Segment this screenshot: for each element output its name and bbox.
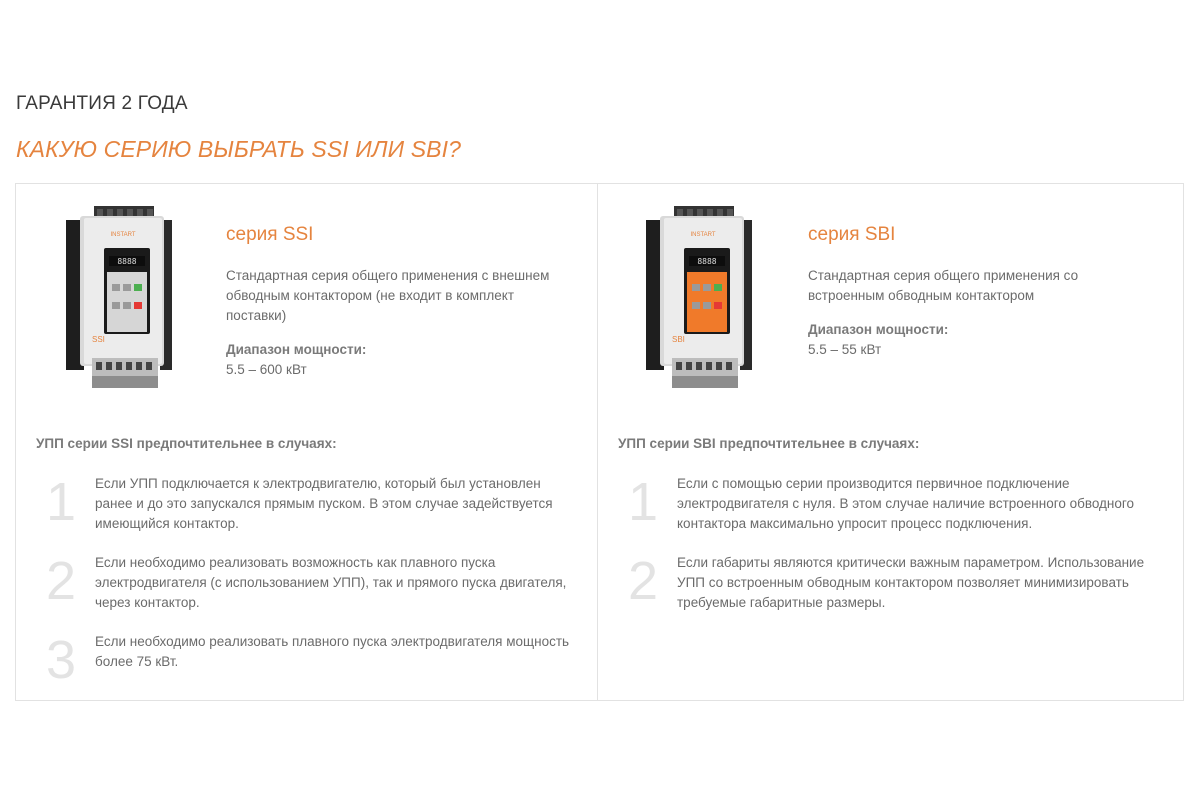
device-brand-sbi: INSTART bbox=[690, 232, 716, 238]
series-card-sbi bbox=[597, 184, 1183, 700]
warranty-heading: ГАРАНТИЯ 2 ГОДА bbox=[16, 93, 188, 114]
series-question-heading: КАКУЮ СЕРИЮ ВЫБРАТЬ SSI ИЛИ SBI? bbox=[16, 136, 461, 162]
power-range-value: 5.5 – 600 кВт bbox=[226, 362, 307, 377]
device-brand-ssi: INSTART bbox=[110, 232, 136, 238]
case-number: 2 bbox=[628, 551, 659, 611]
series-title: серия SSI bbox=[226, 224, 314, 245]
series-description: Стандартная серия общего применения со встроенным обводным контактором bbox=[808, 268, 1079, 303]
case-text: Если УПП подключается к электродвигателю, который был установлен ранее и до это запускался прямым пуском. В этом случае задействуется имеющийся контактор. bbox=[95, 476, 553, 531]
device-label-ssi: SSI bbox=[92, 335, 105, 344]
cases-title: УПП серии SBI предпочтительнее в случаях: bbox=[618, 436, 920, 451]
soft-starter-sbi-image bbox=[646, 206, 758, 394]
series-title: серия SBI bbox=[808, 224, 896, 245]
case-number: 1 bbox=[46, 472, 77, 532]
case-number: 2 bbox=[46, 551, 77, 611]
cases-title: УПП серии SSI предпочтительнее в случаях: bbox=[36, 436, 337, 451]
series-description: Стандартная серия общего применения с внешнем обводным контактором (не входит в комплект поставки) bbox=[226, 268, 550, 323]
series-info-ssi bbox=[226, 224, 576, 380]
case-text: Если необходимо реализовать возможность как плавного пуска электродвигателя (с использованием УПП), так и прямого пуска двигателя, через контактор. bbox=[95, 555, 567, 610]
svg-text:8888: 8888 bbox=[697, 257, 717, 266]
svg-text:8888: 8888 bbox=[117, 257, 137, 266]
comparison-panel bbox=[15, 183, 1184, 701]
soft-starter-ssi-image bbox=[66, 206, 178, 394]
series-info-sbi bbox=[808, 224, 1158, 360]
case-text: Если необходимо реализовать плавного пуска электродвигателя мощность более 75 кВт. bbox=[95, 634, 570, 669]
series-card-ssi bbox=[16, 184, 597, 700]
case-text: Если габариты являются критически важным параметром. Использование УПП со встроенным обводным контактором позволяет минимизировать требуемые габаритные размеры. bbox=[677, 555, 1145, 610]
power-range-value: 5.5 – 55 кВт bbox=[808, 342, 882, 357]
power-range-label: Диапазон мощности: bbox=[226, 342, 367, 357]
device-label-sbi: SBI bbox=[672, 335, 685, 344]
case-number: 1 bbox=[628, 472, 659, 532]
power-range-label: Диапазон мощности: bbox=[808, 322, 949, 337]
case-text: Если с помощью серии производится первичное подключение электродвигателя с нуля. В этом случае наличие встроенного обводного контактора максимально упросит процесс подключения. bbox=[677, 476, 1135, 531]
case-number: 3 bbox=[46, 630, 77, 690]
